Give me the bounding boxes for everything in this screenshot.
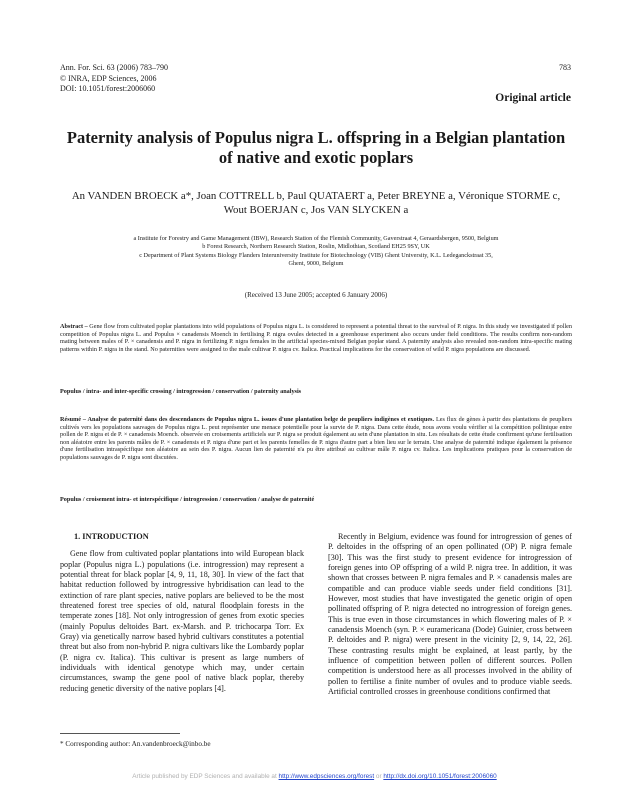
affiliation-c-cont: Ghent, 9000, Belgium (288, 260, 344, 268)
resume (60, 416, 572, 462)
authors-line-1: An VANDEN BROECK a*, Joan COTTRELL b, Paul QUATAERT a, Peter BREYNE a, Véronique STORME c, (71, 190, 561, 202)
abstract-label: Abstract – (60, 323, 88, 330)
doi-link[interactable]: http://dx.doi.org/10.1051/forest:2006060 (383, 773, 497, 780)
right-column (328, 532, 572, 698)
abstract (60, 323, 572, 353)
title-line-2: of native and exotic poplars (218, 148, 414, 167)
title-line-1: Paternity analysis of Populus nigra L. offspring in a Belgian plantation (66, 128, 566, 147)
article-type: Original article (495, 92, 571, 104)
affiliation-a: a Institute for Forestry and Game Management (IBW), Research Station of the Flemish Community, Gaverstraat 4, Geraardsbergen, 9500, Belgium (133, 235, 499, 242)
footnote-rule (60, 733, 180, 734)
abstract-text: Gene flow from cultivated poplar plantations into wild populations of Populus nigra L. is considered to represent a potential threat to the survival of P. nigra. In this study we investigated if pollen competition of Populus nigra L. and Populus × canadensis Moench in fertilising P. nigra ovules detected in a greenhouse experiment also occurs under field conditions. The results confirm non-random mating between males of P. × canadensis and P. nigra in fertilizing P. nigra females in the artificial species-mixed Belgian poplar stand. A paternity analysis also revealed non-random intra-specific mating patterns within P. nigra in the stand. No paternities were assigned to the male cultivar P. nigra cv. Italica. Practical implications for the conservation of wild P. nigra populations are discussed. (60, 323, 573, 353)
section-heading: 1. INTRODUCTION (74, 532, 149, 541)
page-number: 783 (559, 63, 571, 72)
affiliations (60, 235, 572, 269)
resume-label: Résumé – Analyse de paternité dans des descendances de Populus nigra L. issues d'une plantation belge de peupliers indigènes et exotiques. (60, 416, 435, 423)
affiliation-c: c Department of Plant Systems Biology Flanders Interuniversity Institute for Biotechnology (VIB) Ghent University, K.L. Ledeganckstraat 35, (139, 251, 493, 259)
journal-citation: Ann. For. Sci. 63 (2006) 783–790 (60, 63, 168, 72)
intro-paragraph-left: Gene flow from cultivated poplar plantations into wild European black poplar (Populus nigra L.) populations (i.e. introgression) may represent a potential threat for black poplar [4, 9, 11, 18, 30]. In view of the fact that habitat reduction followed by introgressive hybridisation can lead to the extinction of rare plant species, native poplars are believed to be the most threatened forest tree species of old, natural floodplain forests in the temperate zones [18]. Not only introgression of genes from exotic species (mainly Populus deltoides Bart. ex-Marsh. and P. trichocarpa Torr. Ex Gray) via genetically narrow based hybrid cultivars constitutes a potential threat but also from non-hybrid P. nigra cultivars like the Lombardy poplar (P. nigra cv. Italica). This cultivar is present as large numbers of individuals with identical genotype which may, under certain circumstances, swamp the gene pool of native black poplar, thereby reducing genetic diversity of the native poplars [4]. (60, 549, 304, 693)
journal-header (60, 63, 168, 95)
copyright-line: © INRA, EDP Sciences, 2006 (60, 73, 157, 83)
paper-title (60, 128, 572, 168)
edp-sciences-link[interactable]: http://www.edpsciences.org/forest (278, 773, 375, 780)
authors-line-2: Wout BOERJAN c, Jos VAN SLYCKEN a (223, 204, 409, 216)
resume-text: Les flux de gènes à partir des plantations de peupliers cultivés vers les populations sauvages de Populus nigra L. peut représenter une menace potentielle pour la survie de P. nigra. Dans cette étude, nous avons voulu vérifier si la compétition pollinique entre pollen de P. nigra et de P. × canadensis Moench. observée en croisements artificiels sur P. nigra se produit également au sein d'une plantation in situ. Les résultats de cette étude confirment qu'une fertilisation non aléatoire entre les parents mâles de P. × canadensis et P. nigra d'une part et les parents femelles de P. nigra d'autre part a bien lieu sur le terrain. Une analyse de paternité indique également la présence d'une fertilisation intraspécifique non aléatoire au sein des P. nigra. Aucun lien de paternité n'a pu être attribué au cultivar mâle P. nigra cv. Italica. Les implications pratiques pour la conservation de populations sauvages de P. nigra sont discutées. (60, 416, 572, 461)
intro-paragraph-right: Recently in Belgium, evidence was found for introgression of genes of P. deltoides in the offspring of an open pollinated (OP) P. nigra female [30]. This was the first study to present evidence for introgression of foreign genes into OP offspring of a wild P. nigra tree. In addition, it was shown that crosses between P. nigra females and P. × canadensis males are compatible and can produce viable seeds under field conditions [31]. However, most studies that have investigated the genetic origin of open pollinated offspring of P. nigra detected no introgression of foreign genes. This is true even in those circumstances in which flowering males of P. × canadensis Moench (syn. P. × euramericana (Dode) Guinier, cross between P. deltoides and P. nigra) were present in the vicinity [2, 9, 14, 22, 26]. These contrasting results might be explained, at least partly, by the influence of competition between pollen of different sources. Pollen competition is understood here as all processes involved in the ability of pollen to fertilise a finite number of ovules and to produce viable seeds. Artificial controlled crosses in greenhouse conditions confirmed that (328, 532, 572, 697)
resume-keywords: Populus / croisement intra- et interspécifique / introgression / conservation / analyse de paternité (60, 496, 315, 503)
publisher-bar-or: or (375, 773, 382, 780)
received-dates: (Received 13 June 2005; accepted 6 January 2006) (244, 291, 388, 299)
doi-line: DOI: 10.1051/forest:2006060 (60, 84, 156, 93)
abstract-keywords: Populus / intra- and inter-specific crossing / introgression / conservation / paternity analysis (60, 388, 302, 395)
corresponding-author-footnote: * Corresponding author: An.vandenbroeck@inbo.be (60, 740, 211, 748)
left-column (60, 532, 304, 694)
author-list (60, 189, 572, 217)
affiliation-b: b Forest Research, Northern Research Station, Roslin, Midlothian, Scotland EH25 9SY, UK (202, 243, 430, 251)
publisher-bar-prefix: Article published by EDP Sciences and available at (132, 773, 277, 780)
publisher-bar (0, 773, 629, 780)
